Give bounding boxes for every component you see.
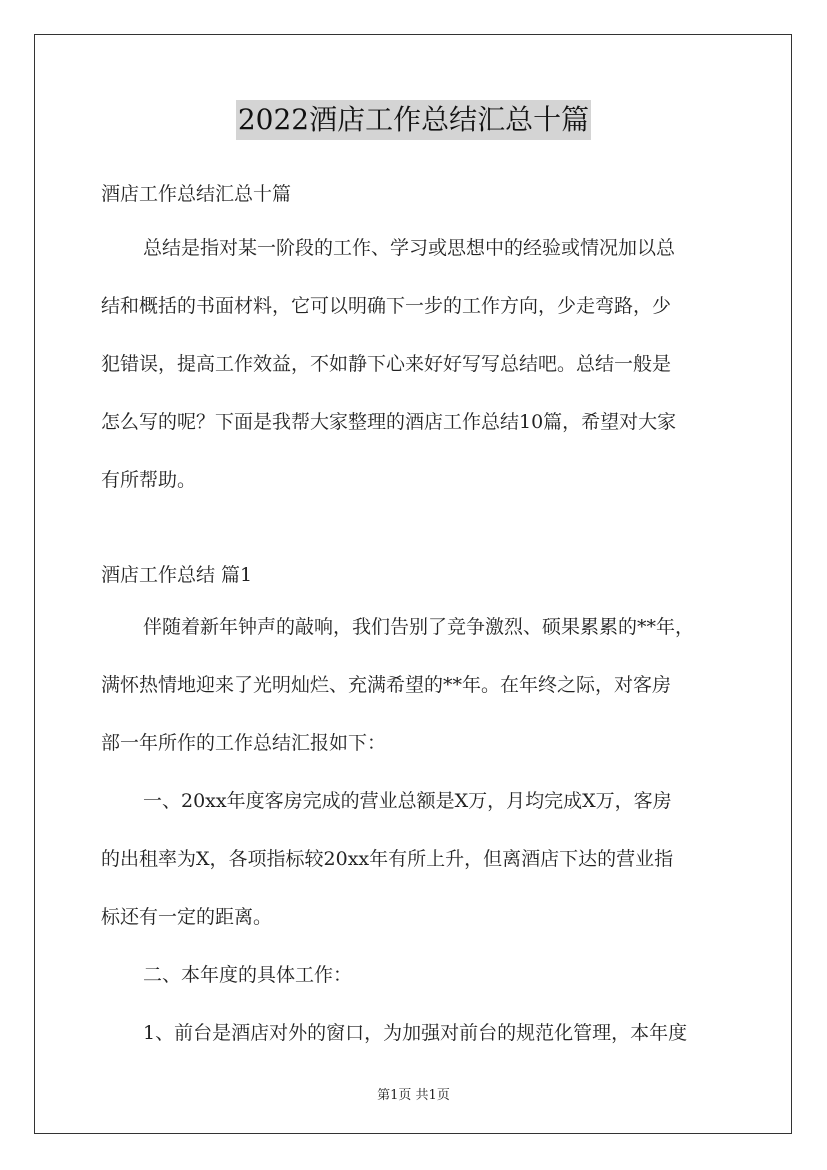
body-line: 满怀热情地迎来了光明灿烂、充满希望的**年。在年终之际，对客房 [101, 674, 672, 696]
intro-paragraph [101, 236, 731, 526]
page-footer: 第1页 共1页 [377, 1088, 450, 1103]
title-container [0, 100, 827, 140]
body-line: 二、本年度的具体工作： [143, 964, 353, 986]
body-line: 的出租率为X，各项指标较20xx年有所上升，但离酒店下达的营业指 [101, 848, 674, 870]
intro-line: 怎么写的呢？下面是我帮大家整理的酒店工作总结10篇，希望对大家 [101, 411, 677, 433]
intro-line: 总结是指对某一阶段的工作、学习或思想中的经验或情况加以总 [143, 237, 676, 259]
body-line: 部一年所作的工作总结汇报如下： [101, 732, 387, 754]
body-line: 标还有一定的距离。 [101, 906, 273, 928]
document-title: 2022酒店工作总结汇总十篇 [236, 100, 591, 140]
document-subtitle: 酒店工作总结汇总十篇 [101, 183, 292, 205]
body-line: 1、前台是酒店对外的窗口，为加强对前台的规范化管理，本年度 [143, 1022, 688, 1044]
intro-line: 犯错误，提高工作效益，不如静下心来好好写写总结吧。总结一般是 [101, 353, 672, 375]
body-line: 伴随着新年钟声的敲响，我们告别了竞争激烈、硕果累累的**年， [143, 616, 695, 638]
intro-line: 结和概括的书面材料，它可以明确下一步的工作方向，少走弯路，少 [101, 295, 672, 317]
section-body [101, 615, 731, 1079]
body-line: 一、20xx年度客房完成的营业总额是X万，月均完成X万，客房 [143, 790, 672, 812]
section-heading: 酒店工作总结 篇1 [101, 564, 253, 586]
intro-line: 有所帮助。 [101, 469, 197, 491]
